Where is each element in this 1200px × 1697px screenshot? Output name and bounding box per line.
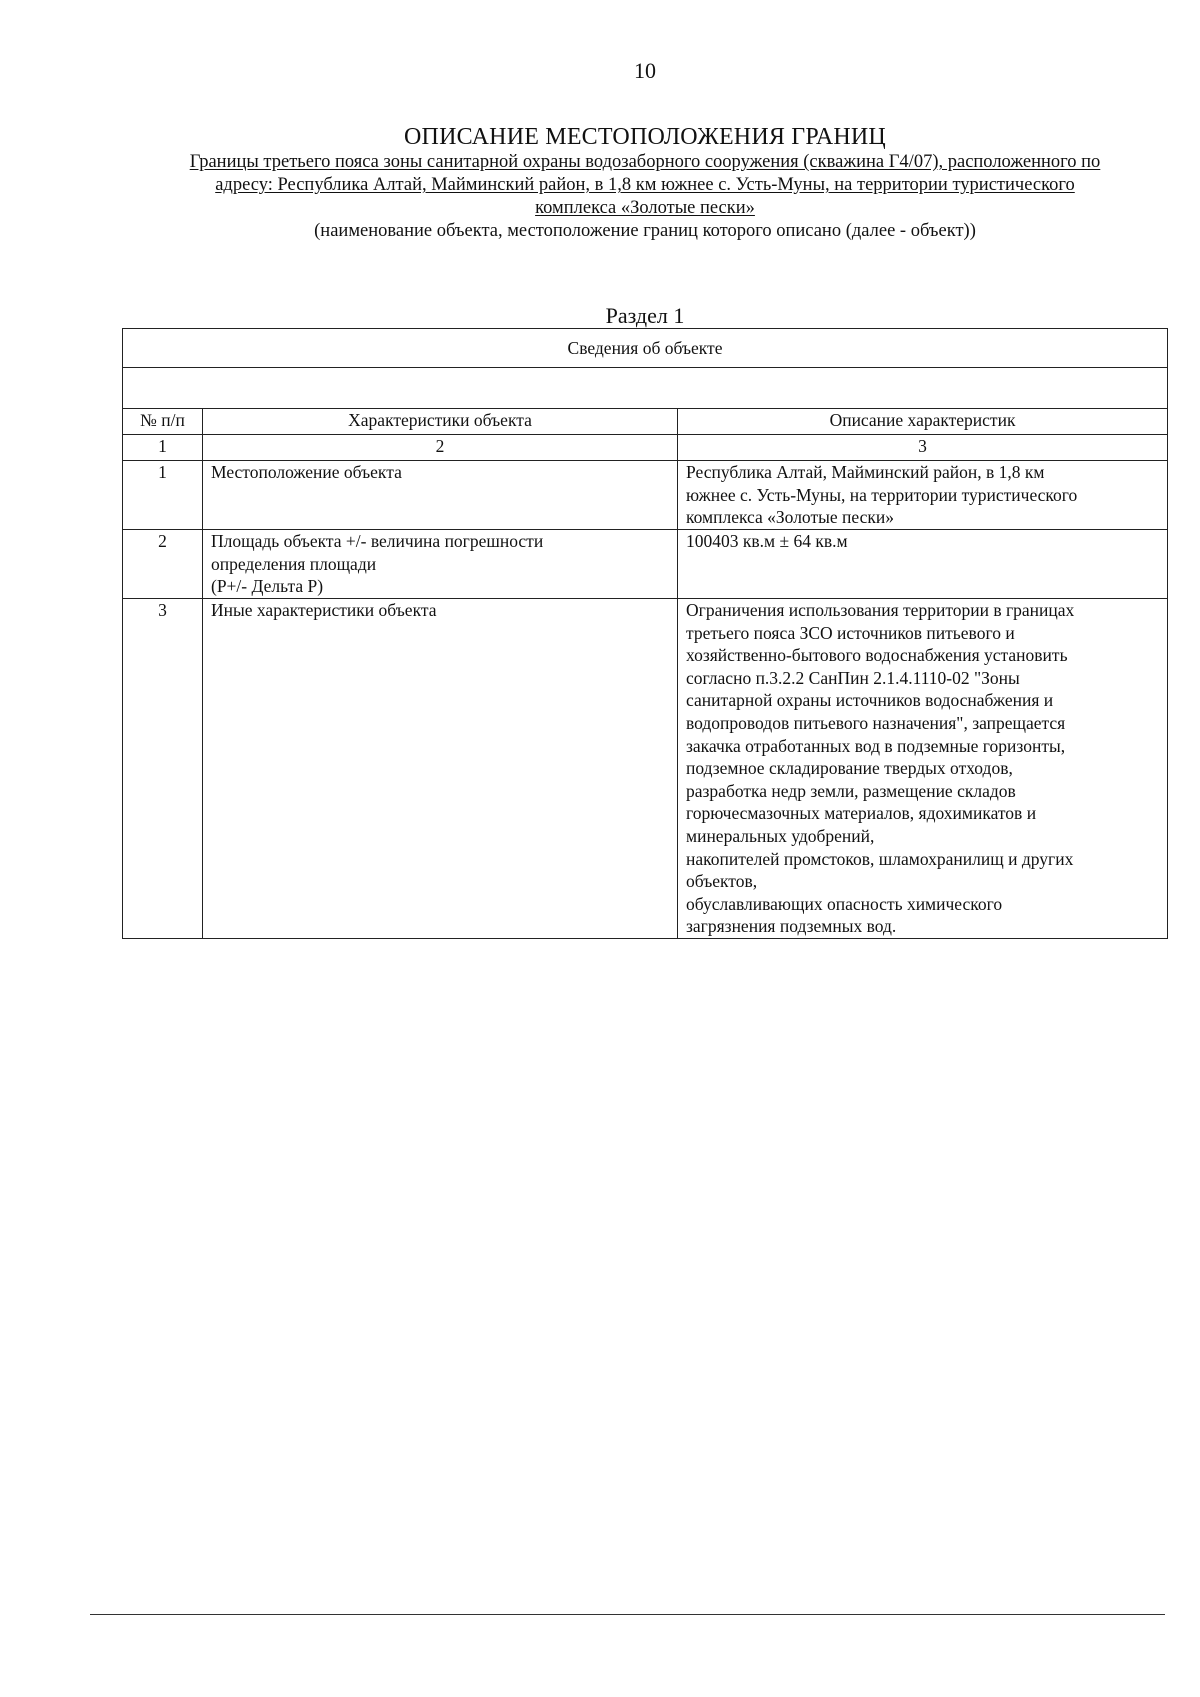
column-number: 1 (123, 435, 203, 461)
row-description (678, 599, 1168, 939)
text-line: закачка отработанных вод в подземные горизонты, (686, 735, 1066, 756)
text-line: хозяйственно-бытового водоснабжения установить (686, 645, 1068, 666)
column-number-row (123, 435, 1168, 461)
text-line: (P+/- Дельта P) (211, 576, 324, 597)
object-info-table (122, 328, 1168, 939)
section-title: Раздел 1 (605, 303, 685, 328)
row-characteristic (203, 530, 678, 599)
row-characteristic (203, 599, 678, 939)
object-name-line: адресу: Республика Алтай, Майминский район, в 1,8 км южнее с. Усть-Муны, на территории туристического (215, 175, 1075, 195)
object-name-caption: (наименование объекта, местоположение границ которого описано (далее - объект)) (314, 221, 976, 241)
row-number: 1 (123, 461, 203, 530)
text-line: подземное складирование твердых отходов, (686, 758, 1013, 779)
object-name-line: комплекса «Золотые пески» (535, 198, 755, 218)
text-line: загрязнения подземных вод. (686, 916, 897, 937)
text-line: Местоположение объекта (211, 462, 402, 482)
text-line: третьего пояса ЗСО источников питьевого и (686, 622, 1015, 643)
column-header: № п/п (123, 409, 203, 435)
text-line: согласно п.3.2.2 СанПин 2.1.4.1110-02 "Зоны (686, 667, 1020, 688)
text-line: водопроводов питьевого назначения", запрещается (686, 712, 1066, 733)
object-name-line: Границы третьего пояса зоны санитарной охраны водозаборного сооружения (скважина Г4/07), расположенного по (189, 152, 1101, 172)
text-line: южнее с. Усть-Муны, на территории туристического (686, 484, 1078, 505)
text-line: Площадь объекта +/- величина погрешности (211, 531, 544, 551)
table-empty-row (123, 368, 1168, 409)
text-line: минеральных удобрений, (686, 825, 875, 846)
text-line: разработка недр земли, размещение складов (686, 780, 1016, 801)
table-row (123, 461, 1168, 530)
column-header: Характеристики объекта (203, 409, 678, 435)
column-number: 2 (203, 435, 678, 461)
page-number: 10 (634, 58, 656, 83)
text-line: обуславливающих опасность химического (686, 893, 1003, 914)
text-line: санитарной охраны источников водоснабжения и (686, 690, 1054, 711)
document-title: ОПИСАНИЕ МЕСТОПОЛОЖЕНИЯ ГРАНИЦ (404, 124, 886, 150)
text-line: определения площади (211, 553, 377, 574)
text-line: накопителей промстоков, шламохранилищ и других (686, 848, 1074, 869)
text-line: Ограничения использования территории в границах (686, 600, 1075, 620)
text-line: комплекса «Золотые пески» (686, 507, 894, 528)
row-number: 2 (123, 530, 203, 599)
text-line: Иные характеристики объекта (211, 600, 437, 620)
text-line: объектов, (686, 871, 758, 892)
row-number: 3 (123, 599, 203, 939)
row-characteristic (203, 461, 678, 530)
column-number: 3 (678, 435, 1168, 461)
column-header-row (123, 409, 1168, 435)
table-header: Сведения об объекте (123, 329, 1168, 368)
table-row (123, 530, 1168, 599)
text-line: Республика Алтай, Майминский район, в 1,8 км (686, 462, 1045, 482)
object-name-block (130, 151, 1160, 243)
table-row (123, 599, 1168, 939)
text-line: 100403 кв.м ± 64 кв.м (686, 531, 848, 551)
row-description (678, 530, 1168, 599)
row-description (678, 461, 1168, 530)
footer-divider (90, 1614, 1165, 1615)
column-header: Описание характеристик (678, 409, 1168, 435)
text-line: горючесмазочных материалов, ядохимикатов и (686, 803, 1037, 824)
